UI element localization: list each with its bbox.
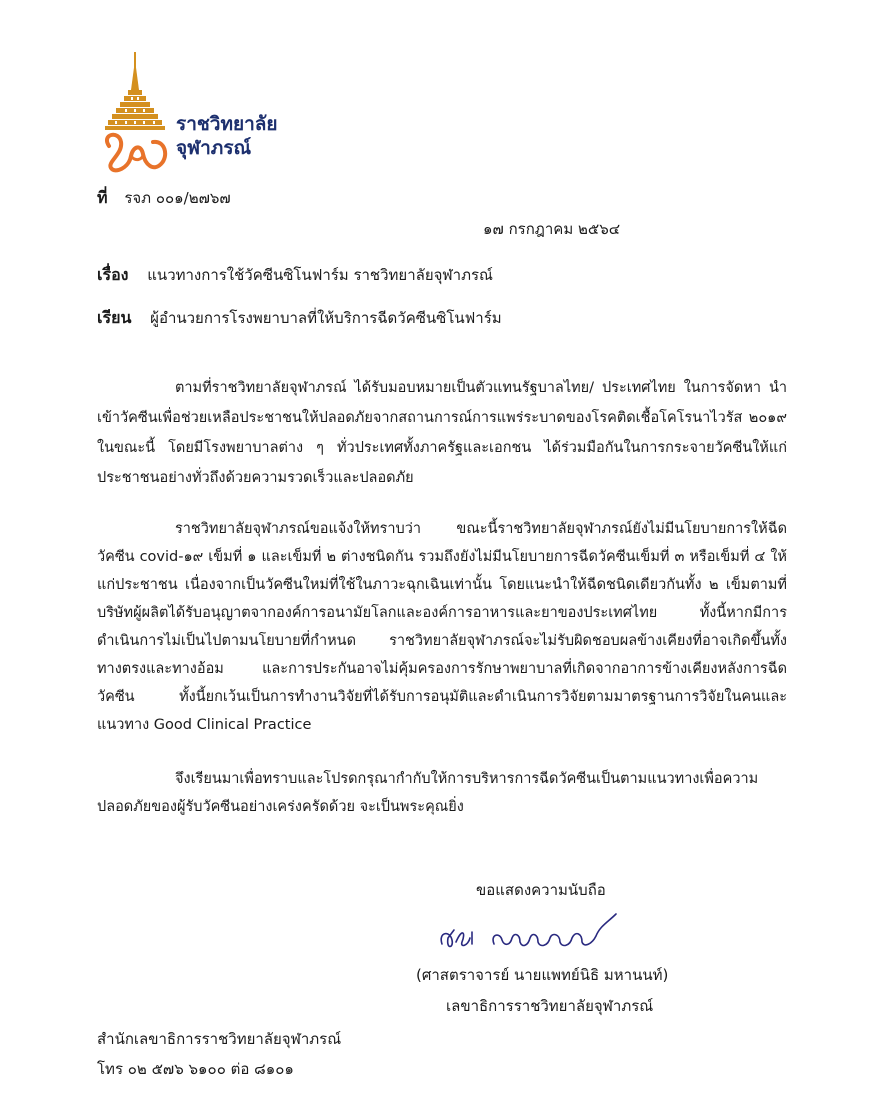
paragraph-2-line: วัคซีน ทั้งนี้ยกเว้นเป็นการทำงานวิจัยที่ได้รับการอนุมัติและดำเนินการวิจัยตามมาตรฐานการวิจัยในคนและ — [97, 689, 787, 705]
paragraph-2-line: ดำเนินการไม่เป็นไปตามนโยบายที่กำหนด ราชวิทยาลัยจุฬาภรณ์จะไม่รับผิดชอบผลข้างเคียงที่อาจเกิดขึ้นทั้ง — [97, 633, 787, 649]
org-name-line2: จุฬาภรณ์ — [176, 137, 252, 159]
crown-chedi-emblem-icon — [95, 50, 175, 175]
paragraph-1-line: ตามที่ราชวิทยาลัยจุฬาภรณ์ ได้รับมอบหมายเป็นตัวแทนรัฐบาลไทย/ ประเทศไทย ในการจัดหา นำ — [175, 380, 787, 396]
paragraph-1-line: เข้าวัคซีนเพื่อช่วยเหลือประชาชนให้ปลอดภัยจากสถานการณ์การแพร่ระบาดของโรคติดเชื้อโคโรนาไวรัส ๒๐๑๙ — [97, 410, 787, 426]
paragraph-1-line: ในขณะนี้ โดยมีโรงพยาบาลต่าง ๆ ทั่วประเทศทั้งภาครัฐและเอกชน ได้ร่วมมือกันในการกระจายวัคซีนให้แก่ — [97, 440, 787, 456]
paragraph-3-line: จึงเรียนมาเพื่อทราบและโปรดกรุณากำกับให้การบริหารการฉีดวัคซีนเป็นตามแนวทางเพื่อความ — [175, 771, 759, 787]
recipient-value: ผู้อำนวยการโรงพยาบาลที่ให้บริการฉีดวัคซีนซิโนฟาร์ม — [150, 309, 502, 327]
signer-title: เลขาธิการราชวิทยาลัยจุฬาภรณ์ — [446, 997, 654, 1015]
paragraph-2-line: วัคซีน covid-๑๙ เข็มที่ ๑ และเข็มที่ ๒ ต่างชนิดกัน รวมถึงยังไม่มีนโยบายการฉีดวัคซีนเข็มที่ ๓ หรือเข็มที่ ๔ ให้ — [97, 549, 787, 565]
org-name-line1: ราชวิทยาลัย — [176, 113, 278, 135]
paragraph-2-line: ราชวิทยาลัยจุฬาภรณ์ขอแจ้งให้ทราบว่า ขณะนี้ราชวิทยาลัยจุฬาภรณ์ยังไม่มีนโยบายการให้ฉีด — [175, 521, 787, 537]
reference-label: ที่ — [97, 188, 108, 207]
handwritten-signature-icon — [432, 908, 632, 958]
paragraph-2-line: ทางตรงและทางอ้อม และการประกันอาจไม่คุ้มครองการรักษาพยาบาลที่เกิดจากอาการข้างเคียงหลังการฉีด — [97, 661, 787, 677]
footer-office: สำนักเลขาธิการราชวิทยาลัยจุฬาภรณ์ — [97, 1030, 342, 1048]
subject-line — [97, 262, 493, 288]
reference-value: รจภ ๐๐๑/๒๗๖๗ — [124, 189, 231, 207]
recipient-line — [97, 305, 502, 331]
paragraph-3-line: ปลอดภัยของผู้รับวัคซีนอย่างเคร่งครัดด้วย จะเป็นพระคุณยิ่ง — [97, 799, 464, 815]
signer-name: (ศาสตราจารย์ นายแพทย์นิธิ มหานนท์) — [416, 966, 669, 984]
paragraph-2-line: แนวทาง Good Clinical Practice — [97, 717, 312, 733]
paragraph-2-line: แก่ประชาชน เนื่องจากเป็นวัคซีนใหม่ที่ใช้ในภาวะฉุกเฉินเท่านั้น โดยแนะนำให้ฉีดชนิดเดียวกันทั้ง ๒ เข็มตามที่ — [97, 577, 787, 593]
subject-label: เรื่อง — [97, 265, 129, 284]
subject-value: แนวทางการใช้วัคซีนซิโนฟาร์ม ราชวิทยาลัยจุฬาภรณ์ — [147, 266, 493, 284]
letter-date: ๑๗ กรกฎาคม ๒๕๖๔ — [483, 220, 621, 238]
paragraph-2-line: บริษัทผู้ผลิตได้รับอนุญาตจากองค์การอนามัยโลกและองค์การอาหารและยาของประเทศไทย ทั้งนี้หากมีการ — [97, 605, 787, 621]
paragraph-1-line: ประชาชนอย่างทั่วถึงด้วยความรวดเร็วและปลอดภัย — [97, 470, 414, 486]
closing: ขอแสดงความนับถือ — [476, 881, 606, 899]
footer-phone: โทร ๐๒ ๕๗๖ ๖๑๐๐ ต่อ ๘๑๐๑ — [97, 1060, 294, 1078]
reference-number — [97, 185, 231, 211]
org-name — [176, 112, 278, 160]
recipient-label: เรียน — [97, 308, 132, 327]
